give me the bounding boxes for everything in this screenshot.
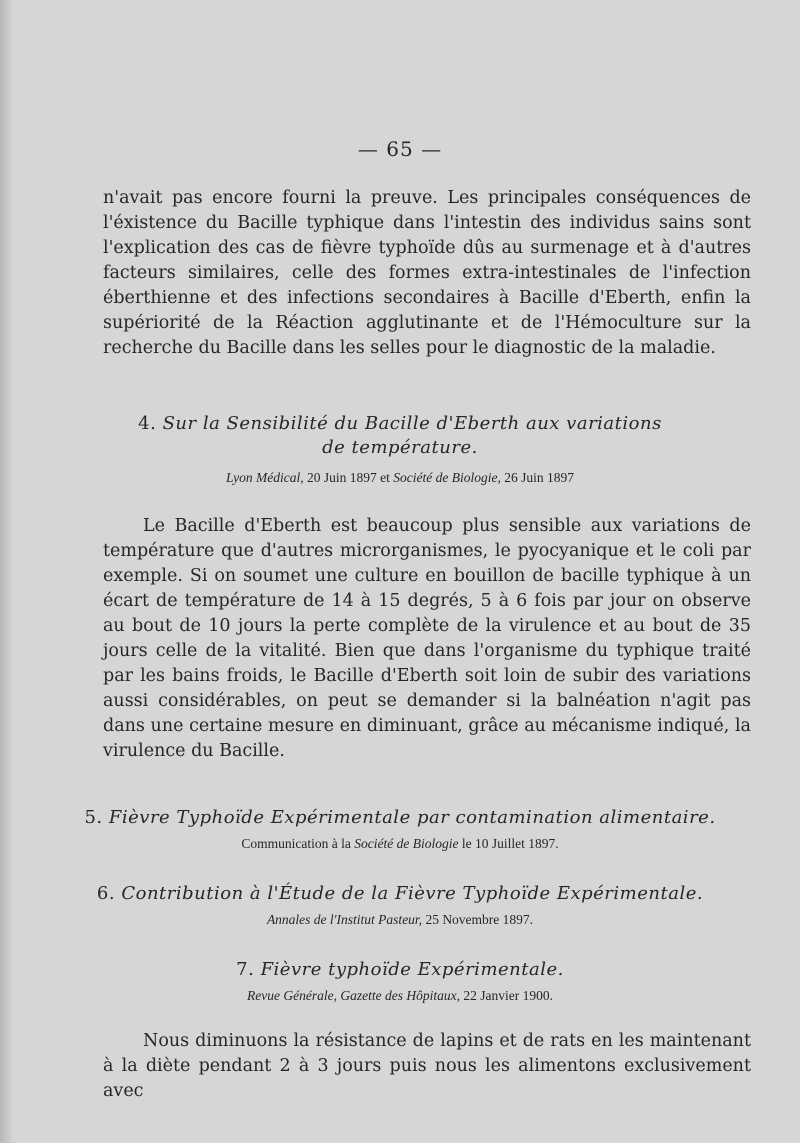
section-5-source bbox=[0, 836, 800, 852]
section-7-journal: Revue Générale, Gazette des Hôpitaux, bbox=[247, 988, 460, 1003]
section-5-date: le 10 Juillet 1897. bbox=[461, 836, 559, 851]
section-6-heading bbox=[0, 882, 800, 906]
section-6-journal: Annales de l'Institut Pasteur, bbox=[266, 912, 423, 927]
intro-paragraph: n'avait pas encore fourni la preuve. Les principales conséquences de l'éxistence du Bacille typhique dans l'intestin des individus sains sont l'explication des cas de fièvre typhoïde dûs au surmenage et à d'autres facteurs similaires, celle des formes extra-intestinales de l'infection éberthienne et des infections secondaires à Bacille d'Eberth, enfin la supériorité de la Réaction agglutinante et de l'Hémoculture sur la recherche du Bacille dans les selles pour le diagnostic de la maladie. bbox=[103, 188, 751, 358]
section-4-title-line1: Sur la Sensibilité du Bacille d'Eberth aux variations bbox=[162, 413, 662, 434]
section-5-title: Fièvre Typhoïde Expérimentale par contamination alimentaire. bbox=[108, 807, 716, 828]
section-5-society: Société de Biologie bbox=[354, 836, 459, 851]
section-7-number: 7. bbox=[236, 959, 255, 980]
section-6-number: 6. bbox=[96, 883, 116, 904]
section-4-body: Le Bacille d'Eberth est beaucoup plus sensible aux variations de température que d'autres microrganismes, le pyocyanique et le coli par exemple. Si on soumet une culture en bouillon de bacille typhique à un écart de température de 14 à 15 degrés, 5 à 6 fois par jour on observe au bout de 10 jours la perte complète de la virulence et au bout de 35 jours celle de la vitalité. Bien que dans l'organisme du typhique traité par les bains froids, le Bacille d'Eberth soit loin de subir des variations aussi considérables, on peut se demander si la balnéation n'agit pas dans une certaine mesure en diminuant, grâce au mécanisme indiqué, la virulence du Bacille. bbox=[103, 516, 751, 761]
section-6-source bbox=[0, 912, 800, 928]
section-5-heading bbox=[0, 806, 800, 830]
section-5-source-prefix: Communication à la bbox=[241, 836, 351, 851]
section-7-source bbox=[0, 988, 800, 1004]
section-7-body: Nous diminuons la résistance de lapins et de rats en les maintenant à la diète pendant 2 à 3 jours puis nous les alimentons exclusivement avec bbox=[103, 1031, 751, 1101]
section-4-society: Société de Biologie, bbox=[393, 470, 501, 485]
section-7-title: Fièvre typhoïde Expérimentale. bbox=[260, 959, 564, 980]
section-7-date: 22 Janvier 1900. bbox=[463, 988, 553, 1003]
section-4-heading bbox=[0, 412, 800, 460]
section-4-journal: Lyon Médical, bbox=[226, 470, 304, 485]
page-number: — 65 — bbox=[357, 137, 443, 161]
section-4-title-line2: de température. bbox=[322, 437, 478, 458]
section-6-date: 25 Novembre 1897. bbox=[425, 912, 534, 927]
section-7-heading bbox=[0, 958, 800, 982]
section-4-source bbox=[0, 470, 800, 486]
section-4-date: 20 Juin 1897 et bbox=[306, 470, 390, 485]
section-4-number: 4. bbox=[138, 413, 157, 434]
section-5-number: 5. bbox=[84, 807, 103, 828]
section-4-date2: 26 Juin 1897 bbox=[504, 470, 574, 485]
section-6-title: Contribution à l'Étude de la Fièvre Typhoïde Expérimentale. bbox=[121, 883, 704, 904]
